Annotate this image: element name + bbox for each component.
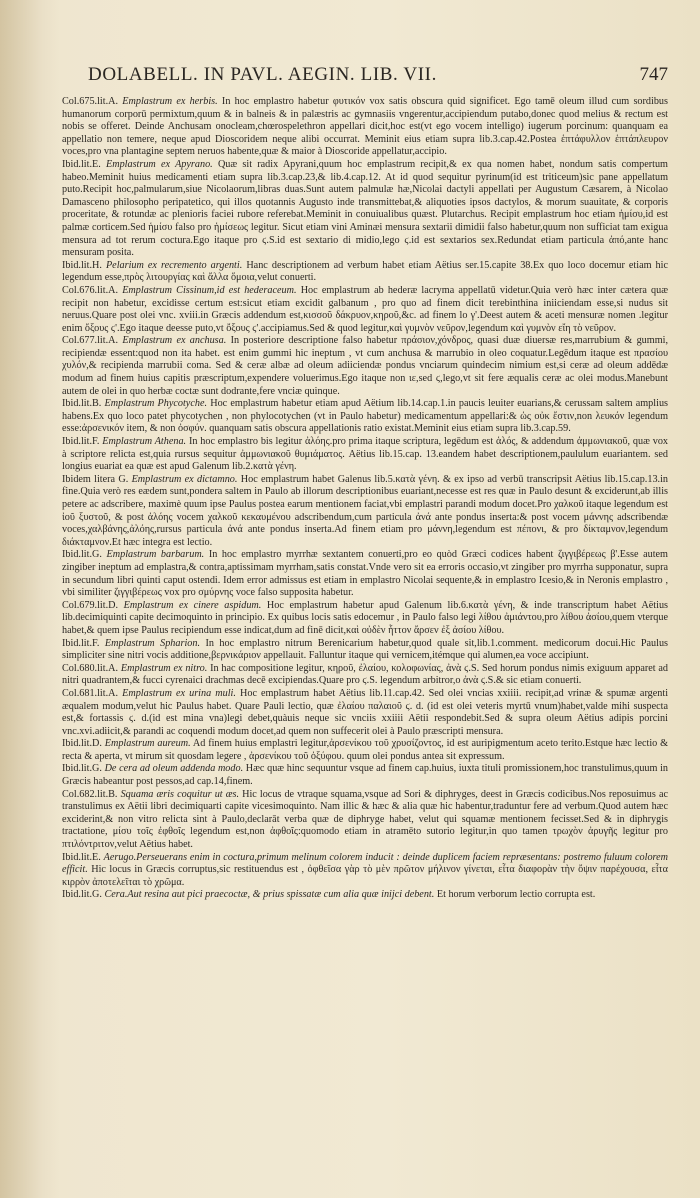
commentary-paragraph xyxy=(62,688,668,738)
commentary-paragraph xyxy=(62,285,668,335)
lemma-rubric: Emplastrum ex nitro. xyxy=(120,662,208,674)
commentary-text: Hoc emplastrum habet Aëtius lib.11.cap.42. Sed olei vncias xxiiii. recipit,ad vrinæ & spumæ argenti æqualem modum,velut hic Paulus habet. Quare Pauli lectio, quæ ἐλαίου παλαιοῦ ϛ. d. (id est olei veteris myrtū vnum)habet,valde mihi suspecta est,& fortassis ϛ. d.(id est mina vna)legi debet,quàuis neque sic vnciis xxiiii Aëtii respondebit.Sed & supra oleum Aëtius adipis porcini vnc.xvi.adiicit,& parandi ac coquendi modum docet,ad quem non suffecerit olei à Paulo præscripti mensura. xyxy=(62,687,669,737)
commentary-text: Quæ sit radix Apyrani,quum hoc emplastrum recipit,& ex qua nomen habet, nondum satis compertum habeo.Meminit huius medicamenti etiam supra lib.3.cap.23,& lib.4.cap.12. At id quod sequitur pyrinum(id est triticeum)sic pane appellatum puto.Recipit hoc,palmularum,siue Nicolaorum,libras duas.Sunt autem palmulæ hæ,Nicolai dactyli appellati per Augustum Cæsarem, à Nicolao Damasceno philosopho peripatetico, qui illos quotannis Augusto inde transmittebat,& aliquoties ipsos dactylos, & morum suauitate, & corporis proceritate, & rotundæ ac plenioris faciei rubore referebat.Meminit in conuiualibus quæst. Plutarchus. Recipit emplastrum hoc etiam ἡμίσυ,id est palmæ corticem.Sed ἡμίσυ falso pro ἡμίσεως legitur. Sicut etiam vini Aminæi mensura sextarii dimidii falso habetur,quum non sufficiat tam exigua mensura ad tot rerum coctura.Ego itaque pro ϛ.S.id est sextario di midio,lego ϛ.id est sextarios sex.Redundat etiam particula ἀπό,ante hanc mensuram posita. xyxy=(62,158,668,259)
page-edge-stain xyxy=(0,0,60,1198)
commentary-paragraph xyxy=(62,549,668,599)
lemma-rubric: Emplastrum Cissinum,id est hederaceum. xyxy=(122,284,297,296)
commentary-paragraph xyxy=(62,763,668,788)
lemma-rubric: Aerugo.Perseuerans enim in coctura,primum melinum colorem inducit : deinde duplicem faciem repræsentans: postremo fuluum colorem efficit. xyxy=(62,851,669,876)
commentary-text: Hoc emplastrum habetur apud Galenum lib.6.κατὰ γένη, & inde transcriptum habet Aëtius lib.decimiquinti capite decimoquinto in principio. Ex quibus locis satis edocemur , in Paulo falso legi λίθου ἀμιάντου,pro λίθου ἀσίου,quem vterque habet,& quem ipse Paulus recipiendum esse indicat,dum ad finē dicit,καὶ οὐδὲν ἧττον ἄρσεν ἐξ ἀσίου λίθου. xyxy=(62,599,669,636)
column-reference: Col.676.lit.A. xyxy=(62,284,119,296)
text-block xyxy=(62,96,668,902)
column-reference: Ibid.lit.F. xyxy=(62,637,100,649)
commentary-text: Hoc emplastrum habet Galenus lib.5.κατὰ γένη. & ex ipso ad verbū transcripsit Aëtius lib.15.cap.13.in fine.Quia verò res eædem sunt,pondera saltem in Paulo ab illorum descriptionibus euariant,necesse est res quæ in Paulo desunt & exciderunt,ab illis petere ac adscribere, maximè quum ipse Paulus postea earum mentionem faciat,vbi emplastri parandi modum docet.Pro χαλκοῦ itaque legendum est ἰοῦ ξυστοῦ, & post ἀλόης vocem χαλκοῦ κεκαυμένου adscribendum,cum particula ἀνά ante pondus inserta:& post vocem μάννης adscribendæ voces,χαλβάνης,ἀλόης,rursus particula ἀνά ante pondus inserta.Ad finem etiam pro μάννη,legendum est πέπονι, & pro δίκταμνον,legendum διάκταμνον.Et hæc integra est lectio. xyxy=(62,473,669,548)
column-reference: Ibid.lit.G. xyxy=(62,889,102,901)
commentary-paragraph xyxy=(62,889,668,902)
column-reference: Ibid.lit.G. xyxy=(62,763,102,775)
lemma-rubric: Emplastrum ex dictamno. xyxy=(131,473,238,485)
commentary-text: In hoc emplastro bis legitur ἀλόης.pro prima itaque scriptura, legēdum est ἁλός, & addendum ἀμμωνιακοῦ, quæ vox à scriptore relicta est,quia rursus sequitur ἀμμωνιακοῦ θυμιάματος. Aëtius lib.15.cap. 13.eandem habet descriptionem,paululum euariantem. sed longius euariat ea quæ est apud Galenum lib.2.κατὰ γένη. xyxy=(62,436,669,473)
commentary-paragraph xyxy=(62,789,668,852)
commentary-paragraph xyxy=(62,474,668,550)
column-reference: Ibid.lit.F. xyxy=(62,436,100,448)
lemma-rubric: Emplastrum aureum. xyxy=(104,738,191,750)
commentary-paragraph xyxy=(62,436,668,474)
lemma-rubric: De cera ad oleum addenda modo. xyxy=(104,763,244,775)
commentary-paragraph xyxy=(62,335,668,398)
commentary-text: In hoc emplastro nitrum Berenicarium habetur,quod quale sit,lib.1.comment. medicorum docui.Hic Paulus simpliciter sine nitri vocis additione,βερνικάριον appellauit. Falluntur itaque qui vernicem,itémque qui alumen,ea voce accipiunt. xyxy=(62,637,669,662)
commentary-text: In posteriore descriptione falso habetur πράσιον,χόνδρος, quasi duæ diuersæ res,marrubium & gummi, recipiendæ essent:quod non ita habet. est enim gummi hic ineptum , vt cum anchusa & marrubio in oleo coquatur.Legēdum itaque est πρασίου χυλόν,& recipienda marrubii coma. Sed & ceræ albæ ad oleum adiiciendæ pondus vnciarum quindecim nimium est,si ceræ ad oleum addēdæ modum ad finem huius capitis præscriptum,expendere voluerimus.Ego itaque non ιε,sed ϛ,lego,vt sit fere æqualis ceræ ac olei modus.Manebunt autem de olei in quo herbæ coctæ sunt dodrante,fere vnciæ quinque. xyxy=(62,335,669,397)
commentary-text: Hoc emplastrum habetur etiam apud Aëtium lib.14.cap.1.in paucis leuiter euarians,& cerussam saltem amplius habens.Ex quo loco patet phycotychen , non phylocotychen (vt in Paulo habetur) medicamentum appellari:& ὡς οὐκ ἔστιν,non λευκόν legendum esse:ἀρσενικόν item, & non ὀσφύν. quanquam satis obscura appellationis ratio existat.Meminit eius etiam supra lib.3.cap.59. xyxy=(62,398,668,435)
column-reference: Col.682.lit.B. xyxy=(62,788,118,800)
lemma-rubric: Emplastrum ex anchusa. xyxy=(122,335,227,347)
column-reference: Ibidem litera G. xyxy=(62,473,129,485)
lemma-rubric: Emplastrum barbarum. xyxy=(106,549,205,561)
column-reference: Ibid.lit.D. xyxy=(62,738,102,750)
commentary-text: Hic locus de vtraque squama,vsque ad Sori & diphryges, deest in Græcis codicibus.Nos reposuimus ac transtulimus ex Aëtii libri decimiquarti capite vicesimoquinto. Nam illic & hæc & alia quæ hic habentur,traduntur fere ad verbum.Quod autem hæc exciderint,& non vitro relicta sint à Paulo,declarāt verba quæ de diphryge habet, velut qui squamæ mentionem fecisset.Sed & in diphrygis tractatione, μίσυ τοῖς ἐφθοῖς legendum est,non ἀφθοῖς:quomodo etiam in atramēto sutorio legitur,in quo tamen τρωχὸν ἀρυγῆς legitur pro πτιλόντριτον,velut Aëtius habet. xyxy=(62,788,668,851)
commentary-text: Hæc quæ hinc sequuntur vsque ad finem cap.huius, iuxta tituli promissionem,hoc transtulimus,quum in Græcis habeantur post pessos,ad cap.14,finem. xyxy=(62,763,669,788)
page-header xyxy=(88,64,668,90)
column-reference: Col.679.lit.D. xyxy=(62,599,119,611)
column-reference: Col.680.lit.A. xyxy=(62,662,119,674)
column-reference: Col.675.lit.A. xyxy=(62,96,119,107)
commentary-paragraph xyxy=(62,260,668,285)
commentary-text: Hoc emplastrum ab hederæ lacryma appellatū videtur.Quia verò hæc inter cætera quæ recipit non habetur, excidisse certum est:sicut etiam excidit galbanum , pro quo ad finem dicit terebinthina iniiciendam esse,si nudus sit neruus.Quare post olei vnc. xviii.in Græcis addendum est,κισσοῦ δάκρυον,κηροῦ,&c. ad finem lo γ'.Deest autem & aceti mensuræ nomen .legitur enim ὄξους ϛ'.Ego itaque deesse puto,vt ὄξους ϛ'.accipiamus.Sed & quod legitur,καὶ γυμνὸν νεῦρον,legendum καὶ γυμνὸν εἴη τὸ νεῦρον. xyxy=(62,284,669,334)
column-reference: Ibid.lit.E. xyxy=(62,851,101,863)
commentary-text: In hoc emplastro habetur φυτικόν vox satis obscura quid significet. Ego tamē oleum illud cum sordibus humanorum corporū permixtum,quum & in balneis & in palæstris ac gymnasiis vngerentur,accipiendum putabo,donec quod melius & rectum est nobis se offeret. Deinde Anchusam onocleam,chœrospelethron appellari dicit,hoc est(vt ego vocem intelligo) iugerum porcinum: quanquam ea appellatio non temere, neque apud Dioscoridem neque alibi occurrat. Meminit eius etiam supra lib.3.cap.42.Postea ἑπτάφυλλον ἑπτάπλευρον voces,pro vna plantagine septem neruos habente,quæ & maior à Dioscoride appellatur,accipio. xyxy=(62,96,668,158)
running-head: DOLABELL. IN PAVL. AEGIN. LIB. VII. xyxy=(88,64,437,85)
lemma-rubric: Emplastrum ex Apyrano. xyxy=(105,158,213,170)
lemma-rubric: Cera.Aut resina aut pici praecoctæ, & prius spissatæ cum alia quæ inijci debent. xyxy=(104,889,435,901)
lemma-rubric: Squama æris coquitur ut æs. xyxy=(120,788,240,800)
column-reference: Ibid.lit.G. xyxy=(62,549,102,561)
commentary-text: In hoc emplastro myrrhæ sextantem conuerti,pro eo quòd Græci codices habent ζιγγιβέρεως β'.Esse autem zingiber ineptum ad emplastra,& contra,aptissimam myrrham,satis constat.Vnde vero sit ea erroris occasio,vt zingiber pro myrrha supponatur, supra in secundum libri quinti caput ostendi. Idem error admissus est etiam in emplastro Nicolai sequente,& in emplastro Icesio,& in Neronis emplastro , vbi similiter ζιγγιβέρεως vox pro σμύρνης voce falso supposita habetur. xyxy=(62,549,668,599)
lemma-rubric: Emplastrum Athena. xyxy=(102,436,187,448)
column-reference: Ibid.lit.E. xyxy=(62,158,101,170)
lemma-rubric: Emplastrum Phycotyche. xyxy=(104,398,208,410)
commentary-text: Ad finem huius emplastri legitur,ἀρσενίκου τοῦ χρυσίζοντος, id est auripigmentum aceto terito.Estque hæc lectio & recta & aperta, vt mirum sit quosdam legere , ἀρσενίκου τοῦ ὀξύφου. quum olei pondus antea sit expressum. xyxy=(62,738,669,762)
commentary-paragraph xyxy=(62,600,668,638)
commentary-paragraph xyxy=(62,96,668,159)
column-reference: Ibid.lit.B. xyxy=(62,398,102,410)
column-reference: Col.681.lit.A. xyxy=(62,687,119,699)
lemma-rubric: Emplastrum Spharion. xyxy=(104,637,201,649)
lemma-rubric: Emplastrum ex herbis. xyxy=(122,96,218,107)
commentary-paragraph xyxy=(62,398,668,436)
lemma-rubric: Emplastrum ex cinere aspidum. xyxy=(123,599,262,611)
commentary-paragraph xyxy=(62,852,668,890)
commentary-paragraph xyxy=(62,159,668,260)
commentary-text: Hic locus in Græcis corruptus,sic restituendus est , ὀφθεῖσα γὰρ τὸ μὲν πρῶτον μήλινον γίνεται, εἶτα διαφορὰν τὴν ὄψιν παρέχουσα, εἶτα κιρρὸν ἀποτελεῖται τὸ χρῶμα. xyxy=(62,864,668,888)
lemma-rubric: Pelarium ex recremento argenti. xyxy=(105,259,243,271)
page-number: 747 xyxy=(639,64,668,85)
lemma-rubric: Emplastrum ex urina muli. xyxy=(122,687,236,699)
commentary-paragraph xyxy=(62,638,668,663)
column-reference: Ibid.lit.H. xyxy=(62,259,102,271)
commentary-paragraph xyxy=(62,738,668,763)
commentary-text: Hanc descriptionem ad verbum habet etiam Aëtius ser.15.capite 38.Ex quo loco docemur etiam hic legendum esse,πρὸς λιτουργίας καὶ ἄλλα ὅμοια,velut conuerti. xyxy=(62,259,669,284)
commentary-text: In hac compositione legitur, κηροῦ, ἐλαίου, κολοφωνίας, ἀνὰ ϛ.S. Sed horum pondus nimis exiguum apparet ad nitri quadrantem,& fucci cyrenaici drachmas decē excipiendas.Quare pro ϛ.S. legendum arbitror,ο ἀνὰ ϛ.S.& sic etiam conuerti. xyxy=(62,662,668,687)
column-reference: Col.677.lit.A. xyxy=(62,335,119,347)
commentary-text: Et horum verborum lectio corrupta est. xyxy=(436,889,596,901)
commentary-paragraph xyxy=(62,663,668,688)
